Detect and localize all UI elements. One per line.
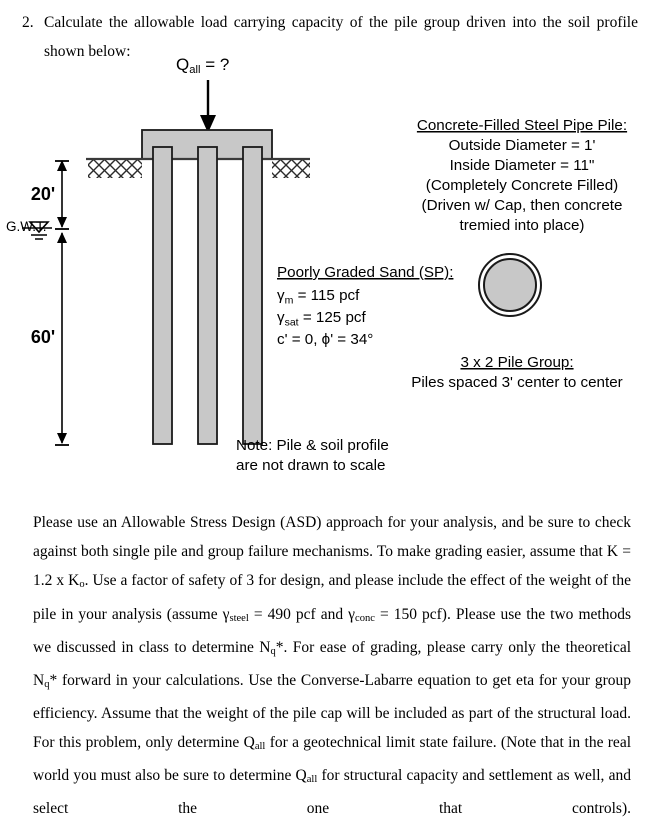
gamma-symbol-sat: γ [277,309,285,326]
nq-subscript-1: q [270,645,276,657]
soil-hatch-left [88,160,142,178]
gamma-m-value: = 115 pcf [293,287,360,304]
load-equals: = ? [200,55,230,74]
scale-note-line1: Note: Pile & soil profile [236,437,389,454]
load-subscript: all [189,63,201,76]
gamma-sat-value: = 125 pcf [298,309,366,326]
qall-subscript-2: all [306,773,318,785]
pile-group-spacing: Piles spaced 3' center to center [411,374,623,391]
pile-group-title: 3 x 2 Pile Group: [460,354,574,371]
pile-group-diagram [0,55,656,495]
ko-subscript: o [79,579,85,591]
load-symbol: Q [176,55,190,74]
instructions-part-7: for a geotechnical limit state failure. (Note that in the real world you must also be sure to determine Q [33,733,631,785]
nq-subscript-2: q [44,678,50,690]
instructions-part-6: * forward in your calculations. Use the Converse-Labarre equation to get eta for your group efficiency. Assume that the weight of the pile cap will be included as part of the structural load. For this problem, only determine Q [33,671,631,751]
gamma-steel-subscript: steel [229,612,249,624]
applied-load-label [176,55,229,76]
instructions-part-8: for structural capacity and settlement as well, and select the one that controls). [33,767,631,818]
instructions-part-2: . Use a factor of safety of 3 for design, and please include the effect of the weight of the pile in your analysis (assume [33,572,631,623]
pile-spec-title: Concrete-Filled Steel Pipe Pile: [416,117,628,134]
depth-label-upper: 20' [30,184,56,204]
gamma-steel-symbol: γ [222,605,230,623]
soil-title: Poorly Graded Sand (SP): [277,264,454,281]
pile-spec-line4: (Driven w/ Cap, then concrete [421,197,623,214]
pile-spec-line3: (Completely Concrete Filled) [425,177,619,194]
gwt-label: G.W.T. [6,219,47,234]
question-text: Calculate the allowable load carrying capacity of the pile group driven into the soil profile shown below: [44,14,638,60]
pile-group-elevation [153,147,262,444]
instructions-part-1: Please use an Allowable Stress Design (ASD) approach for your analysis, and be sure to check against both single pile and group failure mechanisms. To make grading easier, assume that K = 1.2 x K [33,514,631,590]
pile-left [153,147,172,444]
applied-load-arrow [200,80,216,133]
depth-dimension-upper [55,160,69,229]
instructions-part-3: = 490 pcf and [248,605,349,623]
assignment-instructions [33,508,631,823]
pile-spec-line1: Outside Diameter = 1' [448,137,596,154]
pile-cross-section [479,254,541,316]
soil-gamma-sat [277,309,367,329]
gamma-symbol: γ [277,287,285,304]
question-number: 2. [22,14,34,31]
pile-center [198,147,217,444]
scale-note-line2: are not drawn to scale [236,457,386,474]
soil-strength-params: c' = 0, ϕ' = 34° [277,331,374,348]
soil-gamma-m [277,287,360,307]
instructions-part-5: *. For ease of grading, please carry only the theoretical N [33,638,632,689]
gamma-sat-subscript: sat [284,316,299,329]
depth-dimension-lower [55,232,69,445]
depth-label-lower: 60' [30,327,56,347]
qall-subscript-1: all [254,740,266,752]
instructions-part-4: = 150 pcf). Please use the two methods we discussed in class to determine N [33,605,631,656]
pile-right [243,147,262,444]
pile-spec-line2: Inside Diameter = 11" [449,157,595,174]
gamma-conc-subscript: conc [355,612,375,624]
gamma-m-subscript: m [284,294,294,307]
gamma-conc-symbol: γ [348,605,356,623]
pile-spec-line5: tremied into place) [459,217,585,234]
soil-hatch-right [272,160,310,178]
